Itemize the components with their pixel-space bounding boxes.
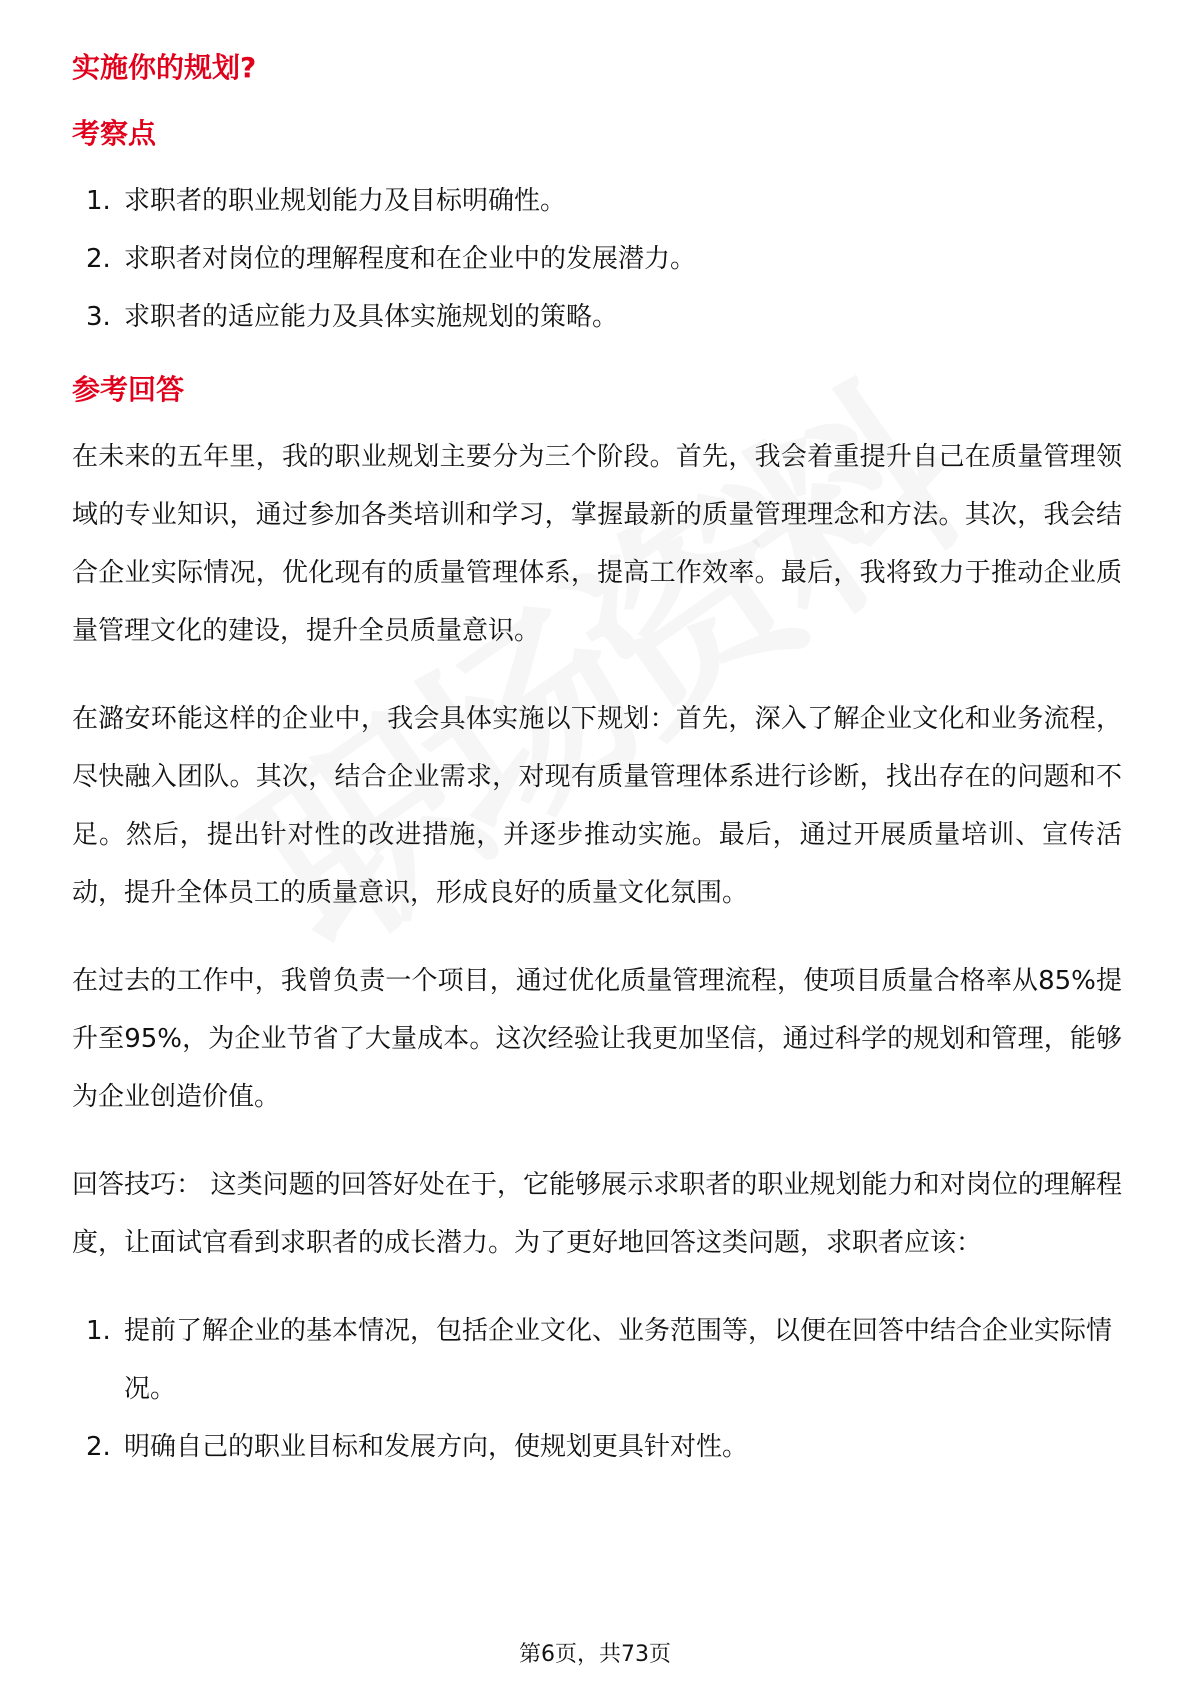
list-item-text: 求职者的职业规划能力及目标明确性。 xyxy=(124,186,567,216)
list-item xyxy=(72,288,1122,346)
list-number: 2. xyxy=(86,244,111,274)
answer-paragraph: 在过去的工作中，我曾负责一个项目，通过优化质量管理流程，使项目质量合格率从85%提升至95%，为企业节省了大量成本。这次经验让我更加坚信，通过科学的规划和管理，能够为企业创造价值。 xyxy=(72,966,1122,1112)
key-points-list xyxy=(72,172,1122,346)
list-item xyxy=(72,172,1122,230)
page-footer: 第6页，共73页 xyxy=(519,1642,671,1667)
list-item xyxy=(72,1418,1122,1476)
section-heading-reference-answer: 参考回答 xyxy=(72,373,185,406)
list-item xyxy=(72,1302,1122,1418)
list-number: 1. xyxy=(86,1316,111,1346)
document-content xyxy=(72,48,1122,1476)
page-title: 实施你的规划? xyxy=(72,51,257,84)
list-item-text: 求职者的适应能力及具体实施规划的策略。 xyxy=(124,302,619,332)
answer-tips-paragraph: 回答技巧： 这类问题的回答好处在于，它能够展示求职者的职业规划能力和对岗位的理解程度，让面试官看到求职者的成长潜力。为了更好地回答这类问题，求职者应该： xyxy=(72,1170,1122,1258)
list-number: 1. xyxy=(86,186,111,216)
list-item-text: 提前了解企业的基本情况，包括企业文化、业务范围等，以便在回答中结合企业实际情况。 xyxy=(124,1316,1113,1404)
answer-paragraph: 在未来的五年里，我的职业规划主要分为三个阶段。首先，我会着重提升自己在质量管理领域的专业知识，通过参加各类培训和学习，掌握最新的质量管理理念和方法。其次，我会结合企业实际情况，优化现有的质量管理体系，提高工作效率。最后，我将致力于推动企业质量管理文化的建设，提升全员质量意识。 xyxy=(72,442,1122,646)
answer-paragraph: 在潞安环能这样的企业中，我会具体实施以下规划：首先，深入了解企业文化和业务流程，尽快融入团队。其次，结合企业需求，对现有质量管理体系进行诊断，找出存在的问题和不足。然后，提出针对性的改进措施，并逐步推动实施。最后，通过开展质量培训、宣传活动，提升全体员工的质量意识，形成良好的质量文化氛围。 xyxy=(72,704,1122,908)
list-item xyxy=(72,230,1122,288)
list-item-text: 求职者对岗位的理解程度和在企业中的发展潜力。 xyxy=(124,244,697,274)
list-number: 3. xyxy=(86,302,111,332)
list-item-text: 明确自己的职业目标和发展方向，使规划更具针对性。 xyxy=(124,1432,749,1462)
list-number: 2. xyxy=(86,1432,111,1462)
tips-list xyxy=(72,1302,1122,1476)
section-heading-key-points: 考察点 xyxy=(72,117,157,150)
